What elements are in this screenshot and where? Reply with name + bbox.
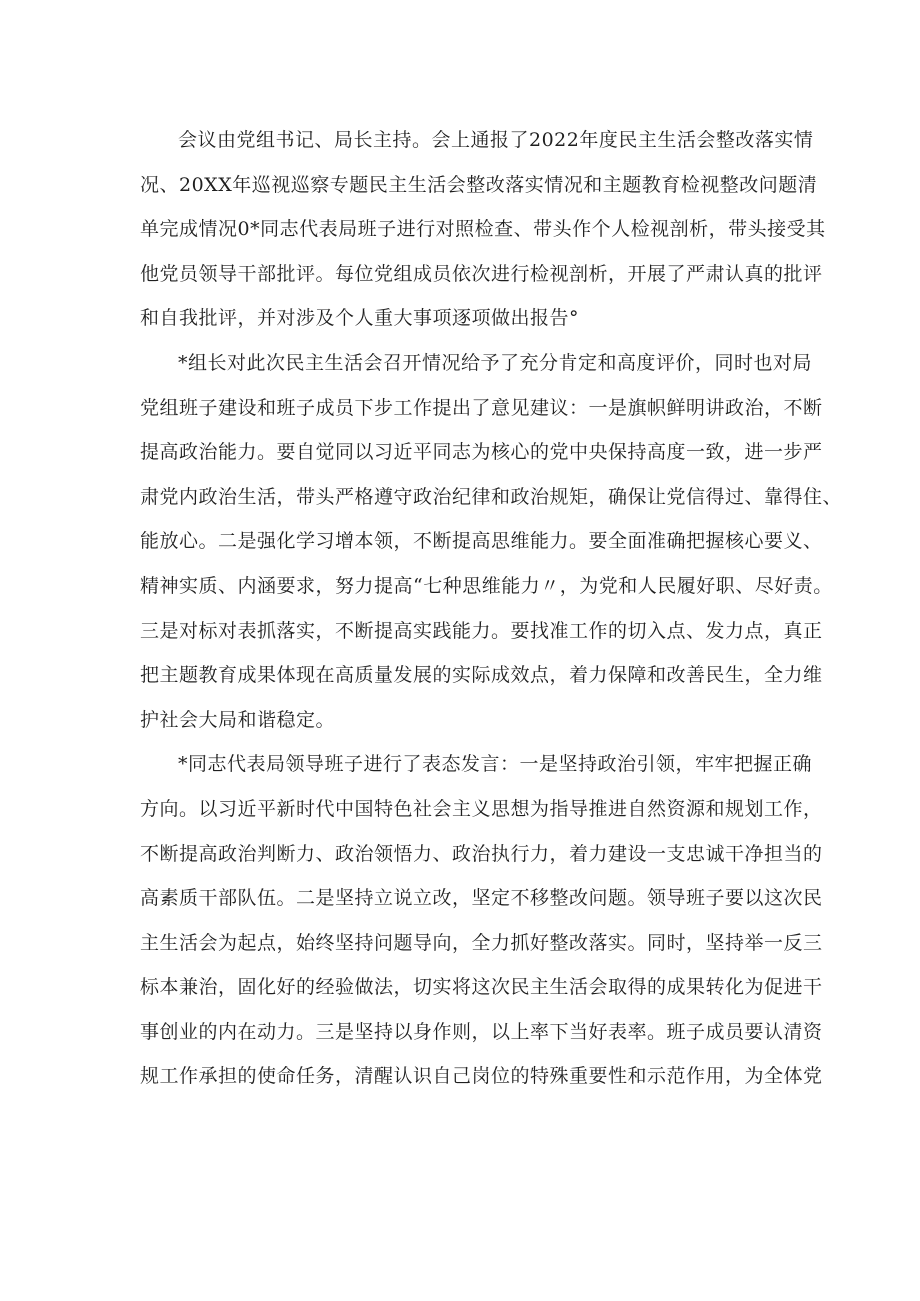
text-line: 肃党内政治生活，带头严格遵守政治纪律和政治规矩，确保让党信得过、靠得住、 bbox=[140, 485, 843, 508]
text-line: 护社会大局和谐稳定。 bbox=[140, 708, 336, 731]
text-line: 况、20XX年巡视巡察专题民主生活会整改落实情况和主题教育检视整改问题清 bbox=[140, 173, 818, 196]
text-line: *组长对此次民主生活会召开情况给予了充分肯定和高度评价，同时也对局 bbox=[178, 351, 813, 374]
text-line: 事创业的内在动力。三是坚持以身作则，以上率下当好表率。班子成员要认清资 bbox=[140, 1020, 823, 1043]
text-line: 不断提高政治判断力、政治领悟力、政治执行力，着力建设一支忠诚干净担当的 bbox=[140, 842, 823, 865]
text-line: 会议由党组书记、局长主持。会上通报了2022年度民主生活会整改落实情 bbox=[178, 129, 814, 151]
text-line: 他党员领导干部批评。每位党组成员依次进行检视剖析，开展了严肃认真的批评 bbox=[140, 262, 823, 285]
paragraph-leadership-statement bbox=[140, 742, 823, 1099]
paragraph-meeting-summary bbox=[140, 118, 826, 341]
text-line: 主生活会为起点，始终坚持问题导向，全力抓好整改落实。同时，坚持举一反三 bbox=[140, 931, 823, 954]
text-line: 精神实质、内涵要求，努力提高“七种思维能力〃，为党和人民履好职、尽好责。 bbox=[140, 574, 833, 597]
text-line: 党组班子建设和班子成员下步工作提出了意见建议：一是旗帜鲜明讲政治，不断 bbox=[140, 396, 823, 419]
document-body bbox=[140, 118, 843, 1099]
paragraph-group-leader-remarks bbox=[140, 341, 843, 742]
text-line: 三是对标对表抓落实，不断提高实践能力。要找准工作的切入点、发力点，真正 bbox=[140, 619, 823, 642]
text-line: 方向。以习近平新时代中国特色社会主义思想为指导推进自然资源和规划工作， bbox=[140, 797, 823, 820]
text-line: *同志代表局领导班子进行了表态发言：一是坚持政治引领，牢牢把握正确 bbox=[178, 753, 813, 776]
text-line: 高素质干部队伍。二是坚持立说立改，坚定不移整改问题。领导班子要以这次民 bbox=[140, 887, 823, 910]
text-line: 单完成情况0*同志代表局班子进行对照检查、带头作个人检视剖析，带头接受其 bbox=[140, 218, 826, 241]
text-line: 把主题教育成果体现在高质量发展的实际成效点，着力保障和改善民生，全力维 bbox=[140, 664, 823, 687]
text-line: 提高政治能力。要自觉同以习近平同志为核心的党中央保持高度一致，进一步严 bbox=[140, 441, 823, 464]
text-line: 能放心。二是强化学习增本领，不断提高思维能力。要全面准确把握核心要义、 bbox=[140, 530, 823, 553]
text-line: 标本兼治，固化好的经验做法，切实将这次民主生活会取得的成果转化为促进干 bbox=[140, 976, 823, 999]
text-line: 规工作承担的使命任务，清醒认识自己岗位的特殊重要性和示范作用，为全体党 bbox=[140, 1065, 823, 1088]
text-line: 和自我批评，并对涉及个人重大事项逐项做出报告° bbox=[140, 307, 580, 330]
